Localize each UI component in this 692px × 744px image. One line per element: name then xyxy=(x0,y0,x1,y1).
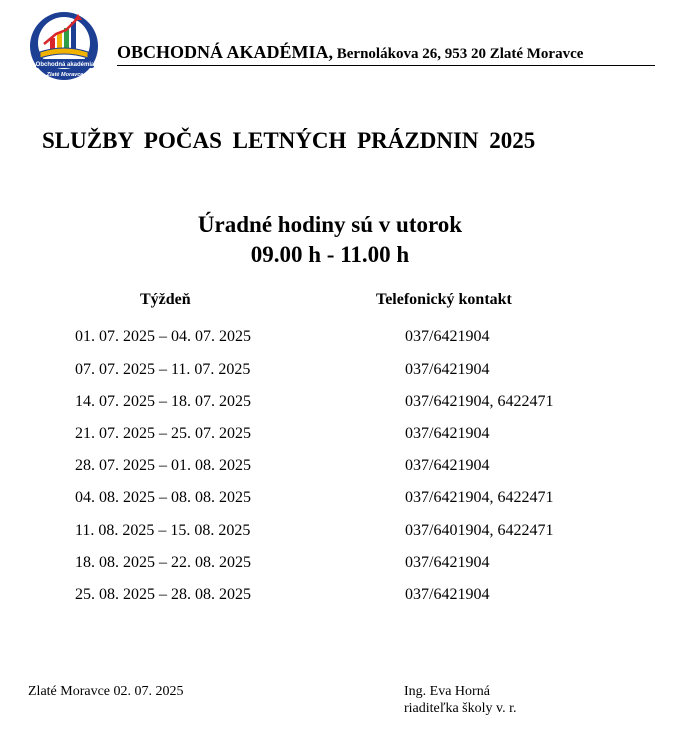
school-name: OBCHODNÁ AKADÉMIA, xyxy=(117,42,334,62)
signer-role: riaditeľka školy v. r. xyxy=(404,701,517,716)
column-header-week: Týždeň xyxy=(140,291,191,308)
phone-cell: 037/6421904 xyxy=(405,554,490,571)
week-cell: 14. 07. 2025 – 18. 07. 2025 xyxy=(75,393,251,410)
phone-cell: 037/6401904, 6422471 xyxy=(405,522,554,539)
office-hours-day: Úradné hodiny sú v utorok xyxy=(197,212,463,237)
phone-cell: 037/6421904 xyxy=(405,361,490,378)
logo-text-top: Obchodná akadémia xyxy=(35,62,95,68)
week-cell: 25. 08. 2025 – 28. 08. 2025 xyxy=(75,586,251,603)
week-cell: 04. 08. 2025 – 08. 08. 2025 xyxy=(75,489,251,506)
letterhead xyxy=(117,42,655,66)
phone-cell: 037/6421904, 6422471 xyxy=(405,393,554,410)
school-logo xyxy=(26,10,104,82)
office-hours-time: 09.00 h - 11.00 h xyxy=(250,242,410,267)
phone-cell: 037/6421904 xyxy=(405,586,490,603)
logo-text-bottom: Zlaté Moravce xyxy=(46,72,84,78)
page-title: SLUŽBY POČAS LETNÝCH PRÁZDNIN 2025 xyxy=(42,128,536,153)
week-cell: 11. 08. 2025 – 15. 08. 2025 xyxy=(75,522,251,539)
phone-cell: 037/6421904, 6422471 xyxy=(405,489,554,506)
phone-cell: 037/6421904 xyxy=(405,425,490,442)
column-header-phone: Telefonický kontakt xyxy=(376,291,512,308)
week-cell: 21. 07. 2025 – 25. 07. 2025 xyxy=(75,425,251,442)
signer-name: Ing. Eva Horná xyxy=(404,684,490,699)
week-cell: 01. 07. 2025 – 04. 07. 2025 xyxy=(75,328,251,345)
week-cell: 28. 07. 2025 – 01. 08. 2025 xyxy=(75,457,251,474)
phone-cell: 037/6421904 xyxy=(405,328,490,345)
week-cell: 07. 07. 2025 – 11. 07. 2025 xyxy=(75,361,251,378)
phone-cell: 037/6421904 xyxy=(405,457,490,474)
week-cell: 18. 08. 2025 – 22. 08. 2025 xyxy=(75,554,251,571)
school-address: Bernolákova 26, 953 20 Zlaté Moravce xyxy=(336,46,584,62)
place-and-date: Zlaté Moravce 02. 07. 2025 xyxy=(28,684,184,699)
